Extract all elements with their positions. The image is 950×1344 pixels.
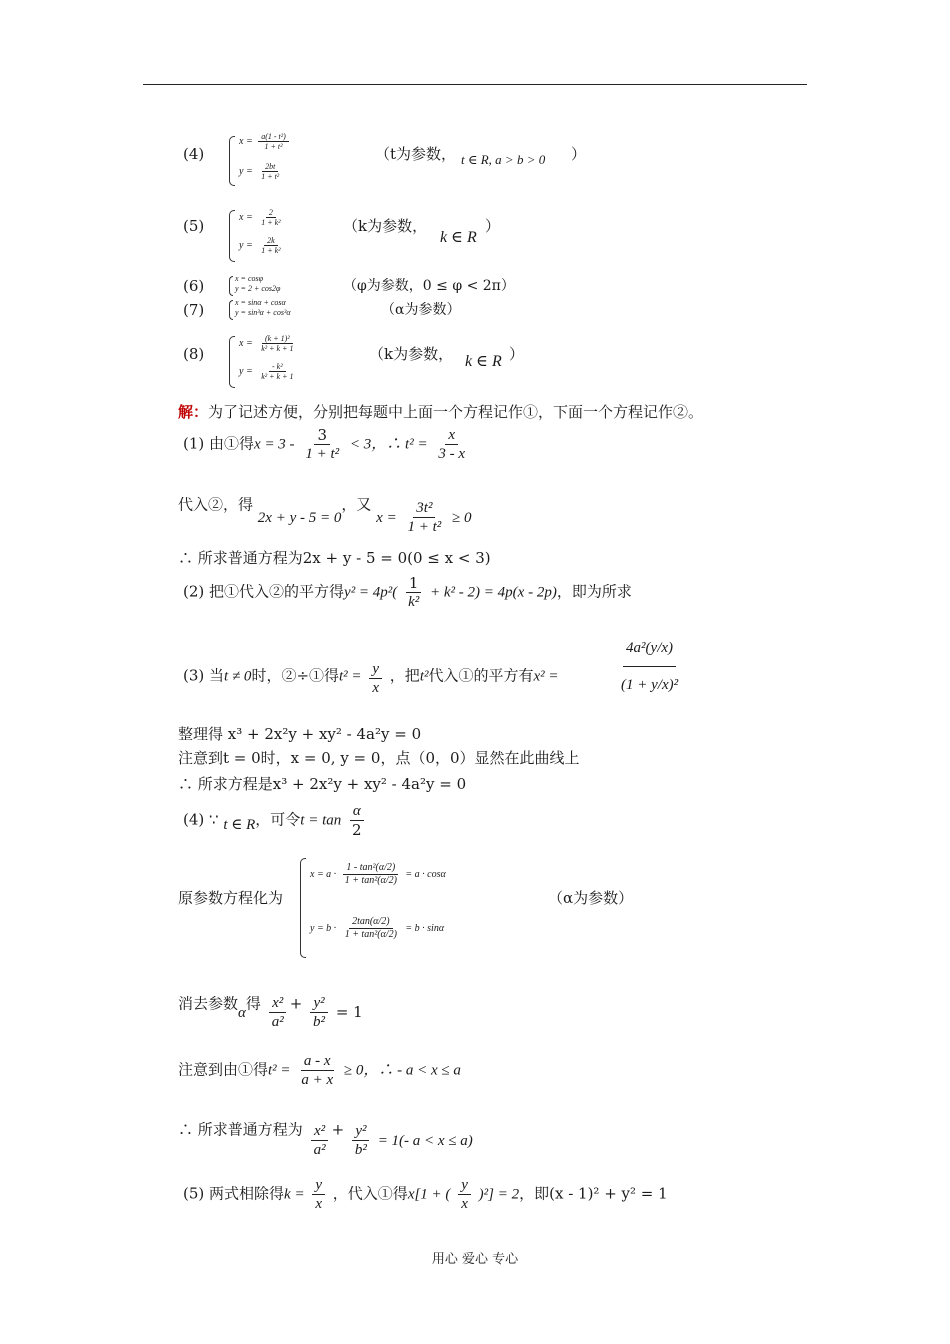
s3-line2: 整理得 x³ + 2x²y + xy² - 4a²y = 0 <box>178 725 422 743</box>
problem-6-note: （φ为参数，0 ≤ φ < 2π） <box>343 278 515 294</box>
problem-4 <box>183 130 603 190</box>
problem-7-note: （α为参数） <box>381 302 461 318</box>
problem-6-number: (6) <box>183 277 205 295</box>
problem-7 <box>183 298 603 322</box>
s4-result: ∴ 所求普通方程为 $\frac{\text{x²}}{\text{a²}}$ + $\frac{\text{y²}}{\text{b²}}$ = 1(- a < x ≤ a) <box>178 1120 473 1158</box>
problem-5-y: y = $\frac{2k}{\text{1 + k²}}$ <box>239 236 281 255</box>
s3-line1: (3) 当t ≠ 0时，②÷①得t² = $\frac{y}{x}$ ，把t²代入①的平方有x² = $\frac{\text{4a²(y/x)}}{\text{(1 + y/x)²}}$ <box>183 628 743 718</box>
page-footer: 用心 爱心 专心 <box>431 1252 519 1267</box>
problem-8-close: ） <box>509 345 525 363</box>
s4-system-brace <box>300 858 306 958</box>
solution-label: 解： <box>178 403 209 421</box>
problem-7-y: y = sin³α + cos³α <box>235 308 291 317</box>
s3-line4: ∴ 所求方程是x³ + 2x²y + xy² - 4a²y = 0 <box>178 775 467 793</box>
header-rule <box>143 84 807 85</box>
problem-4-condition: t ∈ R, a > b > 0 <box>461 152 546 167</box>
problem-8-note: （k为参数， <box>369 345 454 363</box>
problem-4-brace <box>229 136 235 186</box>
s2-line: (2) 把①代入②的平方得y² = 4p²( $\frac{1}{\text{k²}}$ + k² - 2) = 4p(x - 2p)，即为所求 <box>183 574 632 610</box>
problem-8-condition: k ∈ R <box>465 353 502 370</box>
problem-4-number: (4) <box>183 145 205 163</box>
problem-8 <box>183 332 603 392</box>
problem-8-y: y = $\frac{\text{- k²}}{\text{k² + k + 1}}$ <box>239 362 294 381</box>
s4-system-x: x = a · $\frac{\text{1 - tan²(α/2)}}{\text{1 + tan²(α/2)}}$ = a · cosα <box>310 862 446 886</box>
problem-6-x: x = cosφ <box>235 274 264 283</box>
s1-line2: 代入②，得 2x + y - 5 = 0，又 x = $\frac{\text{3t²}}{\text{1 + t²}}$ ≥ 0 <box>178 495 472 535</box>
problem-8-x: x = $\frac{\text{(k + 1)²}}{\text{k² + k + 1}}$ <box>239 334 294 353</box>
problem-5-x: x = $\frac{2}{\text{1 + k²}}$ <box>239 208 281 227</box>
problem-5-number: (5) <box>183 217 205 235</box>
problem-5-note: （k为参数， <box>343 217 428 235</box>
problem-7-number: (7) <box>183 301 205 319</box>
s3-line3: 注意到t = 0时，x = 0, y = 0，点（0，0）显然在此曲线上 <box>178 749 580 767</box>
s4-note: 注意到由①得t² = $\frac{a - x}{a + x}$ ≥ 0，∴ - a < x ≤ a <box>178 1053 461 1088</box>
problem-4-close: ） <box>571 145 587 163</box>
s1-line1: (1) 由①得x = 3 - $\frac{3}{\text{1 + t²}}$ < 3，∴ t² = $\frac{x}{3 - x}$ <box>183 426 466 462</box>
problem-4-x: x = $\frac{\text{a(1 - t²)}}{\text{1 + t²}}$ <box>239 132 292 151</box>
s4-system-label: 原参数方程化为 <box>178 889 284 907</box>
problem-6 <box>183 274 603 298</box>
problem-5-close: ） <box>485 217 501 235</box>
problem-5 <box>183 206 603 266</box>
problem-7-x: x = sinα + cosα <box>235 298 286 307</box>
problem-5-condition: k ∈ R <box>440 229 477 246</box>
s4-system-note: （α为参数） <box>548 889 634 907</box>
s4-line1: (4) ∵ t ∈ R，可令t = tan $\frac{\alpha}{2}$ <box>183 802 368 839</box>
solution-text: 为了记述方便，分别把每题中上面一个方程记作①，下面一个方程记作②。 <box>208 403 704 421</box>
s4-system-y: y = b · $\frac{2\tan(\alpha/2)}{\text{1 + tan²(α/2)}}$ = b · sinα <box>310 916 445 940</box>
problem-6-y: y = 2 + cos2φ <box>235 284 281 293</box>
problem-4-y: y = $\frac{2bt}{\text{1 + t²}}$ <box>239 162 280 181</box>
solution-intro <box>178 402 703 422</box>
problem-7-brace <box>229 300 233 320</box>
s1-line3: ∴ 所求普通方程为2x + y - 5 = 0(0 ≤ x < 3) <box>178 549 491 567</box>
problem-6-brace <box>229 276 233 296</box>
problem-8-brace <box>229 336 235 388</box>
problem-8-number: (8) <box>183 345 205 363</box>
problem-4-note: （t为参数， <box>375 145 457 163</box>
s4-system <box>178 856 738 960</box>
problem-5-brace <box>229 210 235 262</box>
s5-line: (5) 两式相除得k = $\frac{y}{x}$ ，代入①得x[1 + ( $\frac{y}{x}$ )²] = 2，即(x - 1)² + y² = 1 <box>183 1177 668 1212</box>
s4-eliminate: 消去参数α得 $\frac{\text{x²}}{\text{a²}}$ + $\frac{\text{y²}}{\text{b²}}$ = 1 <box>178 994 363 1030</box>
